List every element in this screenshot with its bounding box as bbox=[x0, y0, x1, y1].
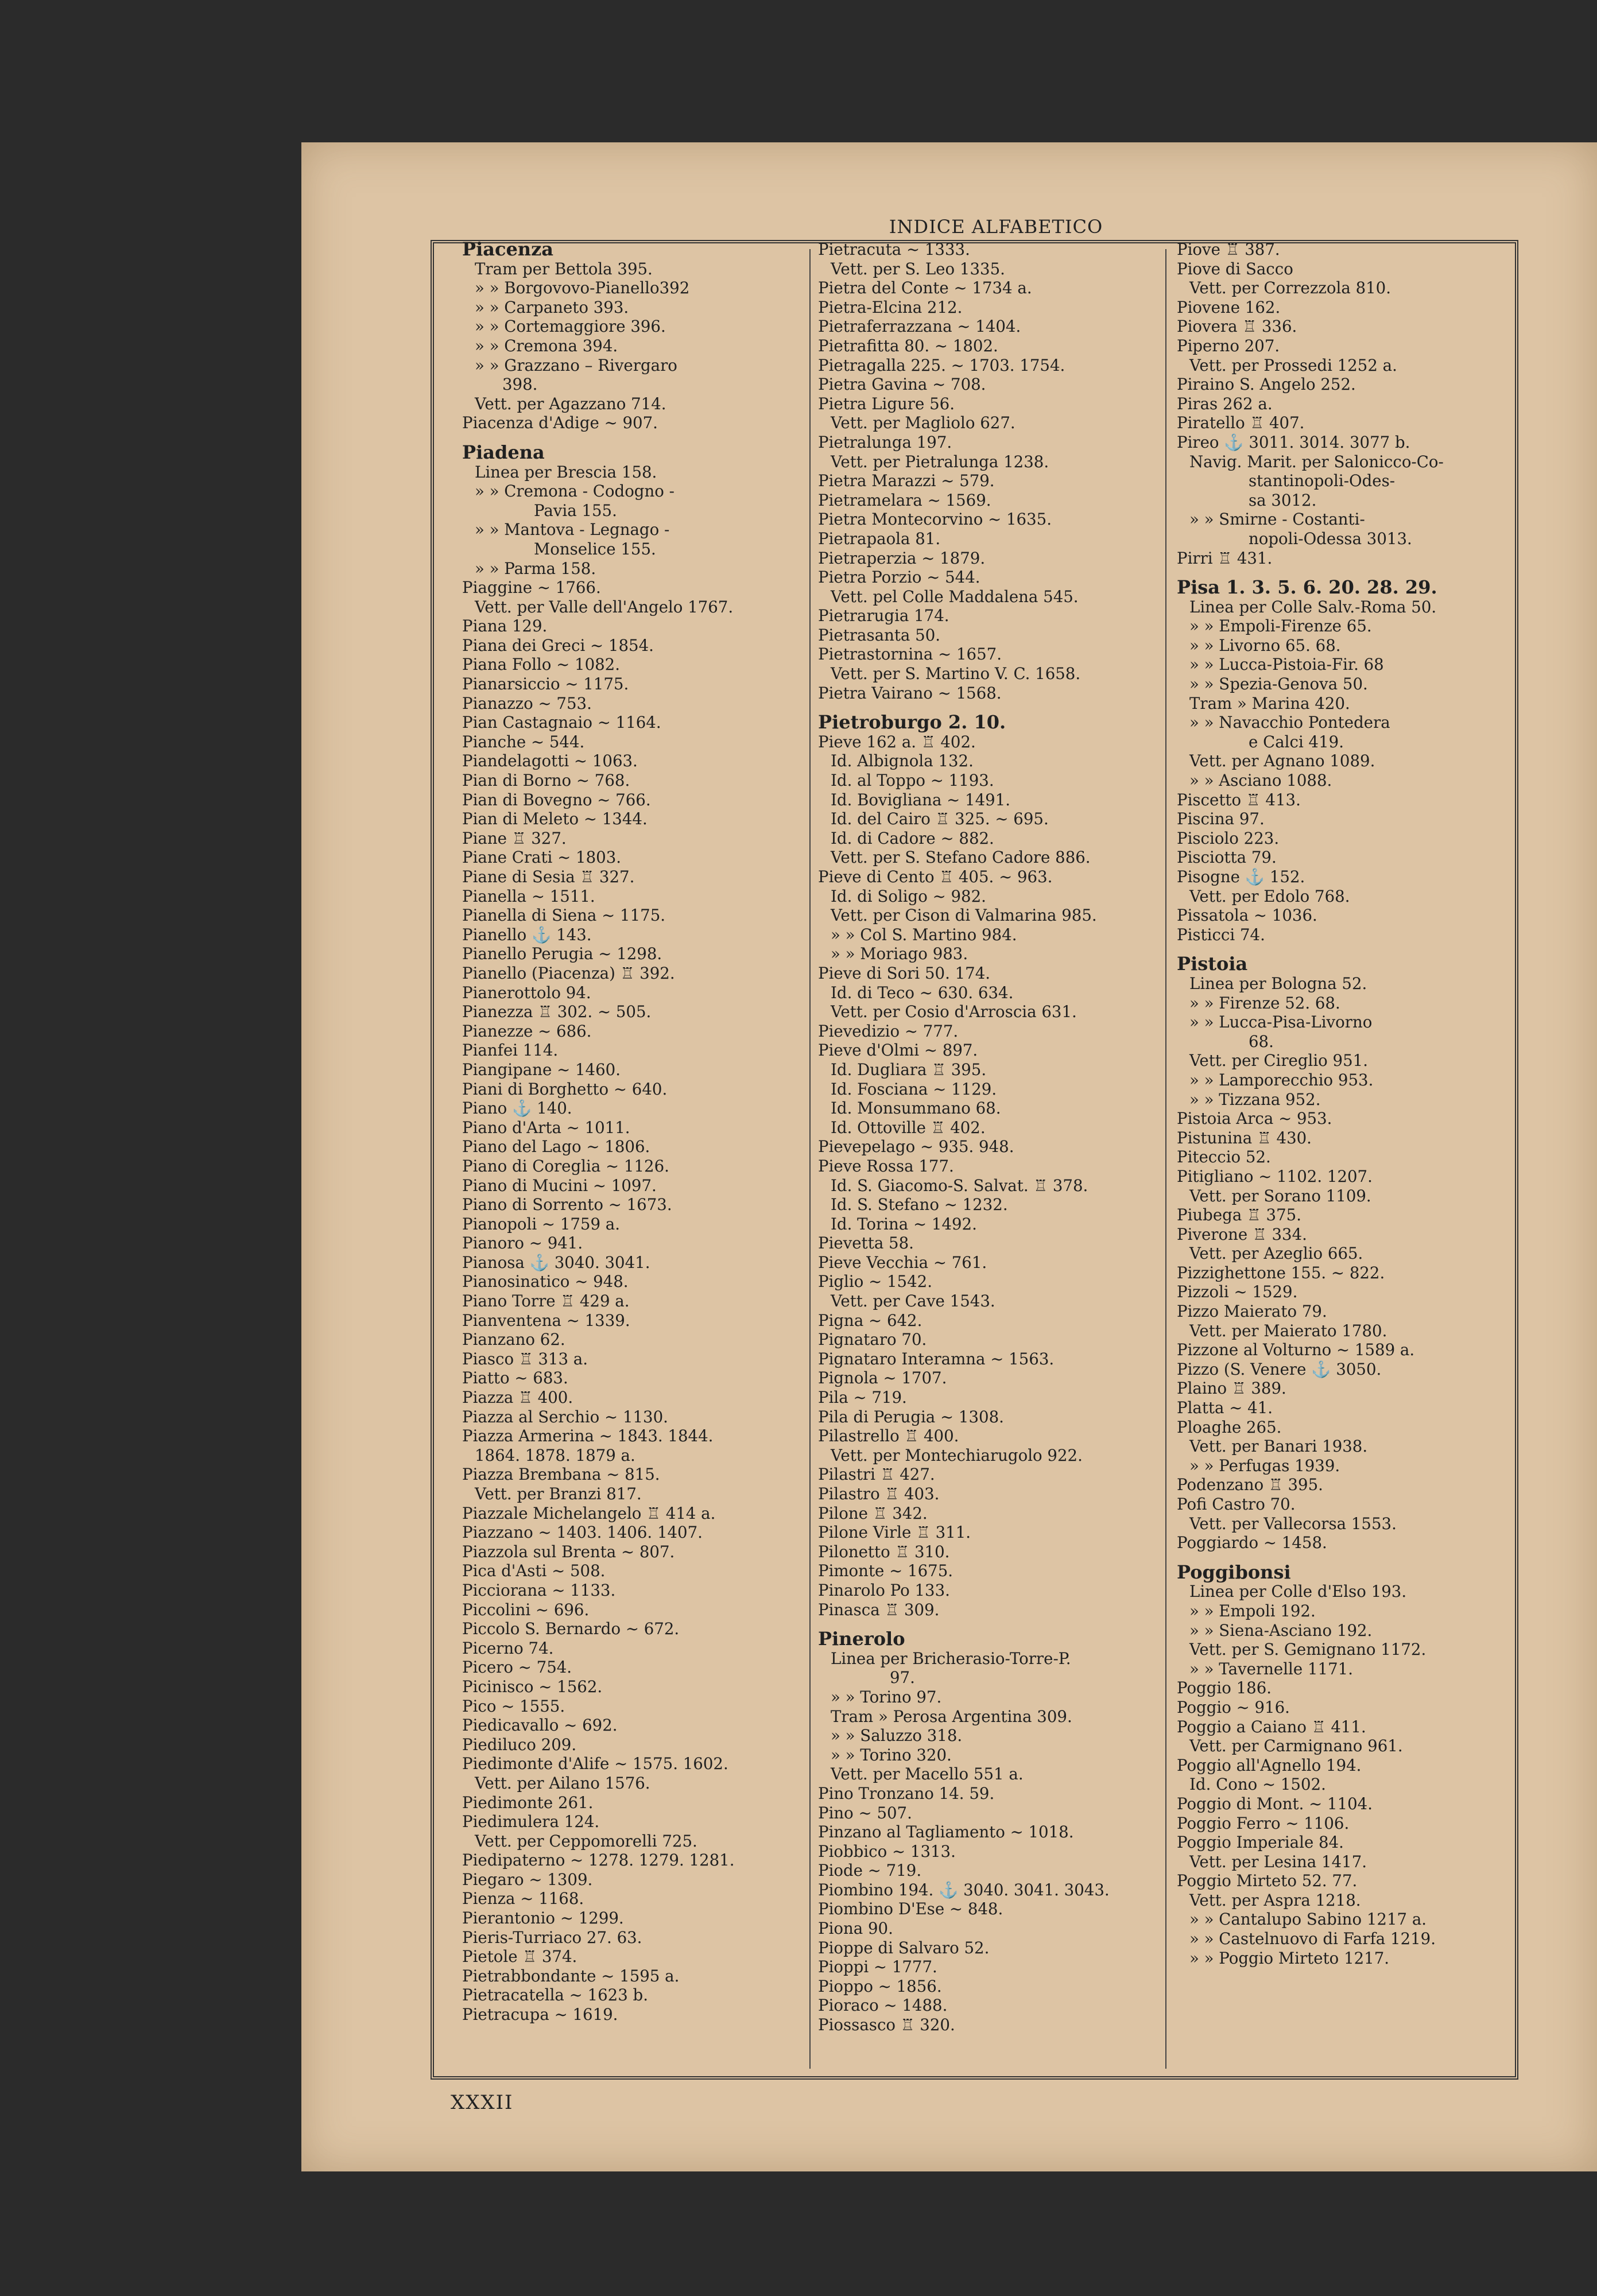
index-entry: Pianello ⚓ 143. bbox=[462, 925, 592, 944]
index-entry: » » Navacchio Pontedera bbox=[1189, 713, 1390, 732]
index-entry: Pienza ~ 1168. bbox=[462, 1889, 584, 1909]
index-entry: Pavia 155. bbox=[534, 501, 617, 520]
index-entry: Vett. per Ailano 1576. bbox=[475, 1773, 650, 1793]
index-entry: Pica d'Asti ~ 508. bbox=[462, 1561, 606, 1581]
index-entry: Pianezza ♖ 302. ~ 505. bbox=[462, 1002, 652, 1022]
index-entry: » » Lucca-Pisa-Livorno bbox=[1189, 1013, 1373, 1032]
index-entry: Monselice 155. bbox=[534, 539, 656, 559]
index-entry: Poggio di Mont. ~ 1104. bbox=[1177, 1794, 1373, 1813]
index-entry: Pignola ~ 1707. bbox=[818, 1368, 947, 1388]
index-entry: Vett. per Valle dell'Angelo 1767. bbox=[475, 597, 734, 616]
index-entry: Pisciotta 79. bbox=[1177, 848, 1277, 867]
index-entry: Pian di Borno ~ 768. bbox=[462, 771, 630, 790]
index-entry: Piscetto ♖ 413. bbox=[1177, 790, 1301, 809]
index-entry: Piano Torre ♖ 429 a. bbox=[462, 1292, 630, 1311]
index-entry: Pianazzo ~ 753. bbox=[462, 693, 592, 713]
index-entry: Vett. per Correzzola 810. bbox=[1189, 278, 1391, 298]
index-entry: Pianella di Siena ~ 1175. bbox=[462, 906, 666, 925]
index-entry: Podenzano ♖ 395. bbox=[1177, 1475, 1323, 1495]
index-entry: stantinopoli-Odes- bbox=[1249, 471, 1396, 491]
index-entry: Pioppe di Salvaro 52. bbox=[818, 1938, 990, 1957]
index-entry: » » Asciano 1088. bbox=[1189, 771, 1332, 790]
index-entry: Pieve 162 a. ♖ 402. bbox=[818, 732, 976, 751]
index-entry: Pizzo (S. Venere ⚓ 3050. bbox=[1177, 1359, 1382, 1379]
index-entry: Tram per Bettola 395. bbox=[475, 259, 653, 278]
index-entry: Pilone ♖ 342. bbox=[818, 1503, 928, 1523]
index-entry: Pianopoli ~ 1759 a. bbox=[462, 1214, 621, 1234]
index-entry: Piazza Brembana ~ 815. bbox=[462, 1465, 660, 1484]
index-entry: Piccolo S. Bernardo ~ 672. bbox=[462, 1619, 680, 1639]
index-entry: Pietra del Conte ~ 1734 a. bbox=[818, 278, 1032, 298]
index-entry: » » Cantalupo Sabino 1217 a. bbox=[1189, 1910, 1427, 1929]
index-entry: Piubega ♖ 375. bbox=[1177, 1205, 1301, 1225]
index-heading: Pinerolo bbox=[818, 1628, 905, 1650]
index-entry: Linea per Colle Salv.-Roma 50. bbox=[1189, 597, 1437, 616]
index-entry: Piona 90. bbox=[818, 1919, 893, 1938]
index-column-1 bbox=[462, 240, 807, 2071]
index-entry: Piani di Borghetto ~ 640. bbox=[462, 1079, 668, 1099]
index-entry: Piedimonte 261. bbox=[462, 1793, 594, 1812]
index-entry: Vett. per S. Gemignano 1172. bbox=[1189, 1640, 1427, 1659]
index-entry: Id. Fosciana ~ 1129. bbox=[831, 1079, 997, 1099]
index-entry: Poggiardo ~ 1458. bbox=[1177, 1533, 1327, 1553]
index-entry: Vett. per S. Leo 1335. bbox=[831, 259, 1005, 278]
index-entry: Id. di Teco ~ 630. 634. bbox=[831, 983, 1014, 1002]
index-entry: Piove di Sacco bbox=[1177, 259, 1293, 278]
index-entry: Poggio Ferro ~ 1106. bbox=[1177, 1813, 1350, 1833]
index-entry: Piano di Mucini ~ 1097. bbox=[462, 1176, 657, 1195]
index-entry: Pianfei 114. bbox=[462, 1041, 559, 1060]
index-entry: Pietraperzia ~ 1879. bbox=[818, 548, 986, 568]
index-entry: Pian Castagnaio ~ 1164. bbox=[462, 713, 661, 732]
index-entry: Piedimonte d'Alife ~ 1575. 1602. bbox=[462, 1754, 728, 1774]
index-entry: Navig. Marit. per Salonicco-Co- bbox=[1189, 452, 1444, 471]
index-entry: » » Spezia-Genova 50. bbox=[1189, 674, 1368, 694]
index-entry: Piobbico ~ 1313. bbox=[818, 1841, 956, 1861]
index-entry: » » Empoli 192. bbox=[1189, 1601, 1316, 1620]
index-entry: Piombino 194. ⚓ 3040. 3041. 3043. bbox=[818, 1880, 1110, 1899]
index-entry: Piana dei Greci ~ 1854. bbox=[462, 635, 654, 655]
index-entry: Vett. per Cave 1543. bbox=[831, 1292, 995, 1311]
index-entry: Id. S. Giacomo-S. Salvat. ♖ 378. bbox=[831, 1176, 1088, 1195]
index-entry: Pietracupa ~ 1619. bbox=[462, 2005, 618, 2024]
index-heading: Pistoia bbox=[1177, 953, 1248, 975]
column-divider bbox=[809, 249, 811, 2069]
index-entry: Pietra Marazzi ~ 579. bbox=[818, 471, 995, 491]
index-entry: 68. bbox=[1249, 1031, 1274, 1051]
index-entry: Vett. per Branzi 817. bbox=[475, 1484, 642, 1503]
index-entry: Pieve di Cento ♖ 405. ~ 963. bbox=[818, 867, 1053, 886]
index-entry: Pietrafitta 80. ~ 1802. bbox=[818, 336, 998, 355]
index-entry: Pignataro Interamna ~ 1563. bbox=[818, 1349, 1055, 1368]
index-entry: Piano d'Arta ~ 1011. bbox=[462, 1118, 630, 1137]
index-entry: Piovera ♖ 336. bbox=[1177, 317, 1297, 336]
index-entry: Pianzano 62. bbox=[462, 1330, 565, 1349]
index-entry: Pofi Castro 70. bbox=[1177, 1495, 1296, 1514]
index-entry: Pinasca ♖ 309. bbox=[818, 1600, 940, 1619]
index-entry: Pilastrello ♖ 400. bbox=[818, 1426, 959, 1446]
index-entry: Piraino S. Angelo 252. bbox=[1177, 375, 1356, 394]
index-entry: Piano del Lago ~ 1806. bbox=[462, 1137, 650, 1157]
index-entry: Piediluco 209. bbox=[462, 1735, 577, 1754]
index-entry: Picero ~ 754. bbox=[462, 1658, 572, 1677]
index-entry: Id. del Cairo ♖ 325. ~ 695. bbox=[831, 809, 1049, 829]
index-entry: Pilone Virle ♖ 311. bbox=[818, 1523, 971, 1542]
index-entry: Piana 129. bbox=[462, 616, 548, 636]
index-entry: Vett. per Pietralunga 1238. bbox=[831, 452, 1049, 471]
index-entry: Pizzo Maierato 79. bbox=[1177, 1302, 1327, 1321]
index-entry: Piazza ♖ 400. bbox=[462, 1388, 573, 1407]
page-header: INDICE ALFABETICO bbox=[889, 216, 1103, 238]
index-entry: Id. Monsummano 68. bbox=[831, 1099, 1001, 1118]
index-entry: Picinisco ~ 1562. bbox=[462, 1677, 603, 1696]
index-entry: Pieris-Turriaco 27. 63. bbox=[462, 1927, 642, 1947]
index-entry: Pietra Montecorvino ~ 1635. bbox=[818, 510, 1052, 529]
index-entry: Pisticci 74. bbox=[1177, 925, 1265, 944]
index-entry: Vett. per Cireglio 951. bbox=[1189, 1051, 1368, 1071]
index-entry: Pietralunga 197. bbox=[818, 432, 952, 452]
index-entry: Vett. per Prossedi 1252 a. bbox=[1189, 355, 1397, 375]
index-entry: Piglio ~ 1542. bbox=[818, 1272, 932, 1292]
index-entry: Pino ~ 507. bbox=[818, 1803, 912, 1822]
index-entry: Vett. per S. Stefano Cadore 886. bbox=[831, 848, 1091, 867]
index-entry: Picerno 74. bbox=[462, 1638, 554, 1658]
index-entry: Pianerottolo 94. bbox=[462, 983, 591, 1002]
index-entry: Tram » Marina 420. bbox=[1189, 693, 1350, 713]
index-entry: Pietra Ligure 56. bbox=[818, 394, 955, 413]
index-entry: Pianosinatico ~ 948. bbox=[462, 1272, 629, 1292]
index-entry: Piedipaterno ~ 1278. 1279. 1281. bbox=[462, 1851, 735, 1870]
index-entry: Pianche ~ 544. bbox=[462, 732, 585, 751]
index-entry: Pietrasanta 50. bbox=[818, 625, 941, 645]
index-entry: Pilonetto ♖ 310. bbox=[818, 1542, 950, 1561]
index-entry: Pinarolo Po 133. bbox=[818, 1580, 950, 1600]
index-entry: Id. Ottoville ♖ 402. bbox=[831, 1118, 986, 1137]
index-entry: Pistoia Arca ~ 953. bbox=[1177, 1109, 1332, 1128]
index-entry: » » Cremona 394. bbox=[475, 336, 618, 355]
index-entry: Vett. per Macello 551 a. bbox=[831, 1764, 1024, 1784]
index-entry: Pianello Perugia ~ 1298. bbox=[462, 944, 662, 964]
index-entry: » » Tavernelle 1171. bbox=[1189, 1659, 1353, 1678]
index-entry: Pievetta 58. bbox=[818, 1234, 914, 1253]
index-entry: Piazza Armerina ~ 1843. 1844. bbox=[462, 1426, 714, 1446]
index-entry: Pietra Gavina ~ 708. bbox=[818, 375, 986, 394]
index-entry: Pizzighettone 155. ~ 822. bbox=[1177, 1263, 1385, 1282]
index-entry: Id. Cono ~ 1502. bbox=[1189, 1775, 1326, 1794]
index-entry: Pieve d'Olmi ~ 897. bbox=[818, 1041, 978, 1060]
index-entry: » » Torino 97. bbox=[831, 1687, 942, 1707]
index-entry: Vett. per Cosio d'Arroscia 631. bbox=[831, 1002, 1077, 1022]
index-entry: 1864. 1878. 1879 a. bbox=[475, 1445, 635, 1465]
index-entry: Pissatola ~ 1036. bbox=[1177, 906, 1317, 925]
index-entry: Piazzola sul Brenta ~ 807. bbox=[462, 1542, 675, 1561]
book-page bbox=[301, 142, 1597, 2171]
index-entry: Pieve di Sori 50. 174. bbox=[818, 963, 991, 983]
index-entry: Piscina 97. bbox=[1177, 809, 1265, 829]
index-entry: Vett. pel Colle Maddalena 545. bbox=[831, 587, 1079, 606]
index-entry: Vett. per Vallecorsa 1553. bbox=[1189, 1514, 1397, 1533]
index-entry: » » Empoli-Firenze 65. bbox=[1189, 616, 1372, 636]
index-entry: Vett. per Maierato 1780. bbox=[1189, 1321, 1387, 1340]
index-entry: Tram » Perosa Argentina 309. bbox=[831, 1707, 1072, 1726]
index-entry: Pietrabbondante ~ 1595 a. bbox=[462, 1966, 680, 1985]
index-entry: Pianella ~ 1511. bbox=[462, 886, 595, 906]
index-entry: Piano ⚓ 140. bbox=[462, 1099, 572, 1118]
index-entry: Linea per Brescia 158. bbox=[475, 462, 657, 482]
index-entry: Pietra Vairano ~ 1568. bbox=[818, 683, 1002, 703]
index-entry: Id. Torina ~ 1492. bbox=[831, 1214, 977, 1234]
index-heading: Pietroburgo 2. 10. bbox=[818, 711, 1006, 734]
index-entry: Vett. per Banari 1938. bbox=[1189, 1437, 1368, 1456]
index-entry: Id. di Cadore ~ 882. bbox=[831, 828, 994, 848]
index-entry: Pieve Rossa 177. bbox=[818, 1156, 954, 1176]
index-entry: Pietracatella ~ 1623 b. bbox=[462, 1985, 648, 2005]
index-entry: 97. bbox=[890, 1668, 915, 1688]
index-entry: Pievepelago ~ 935. 948. bbox=[818, 1137, 1014, 1157]
index-entry: Piedimulera 124. bbox=[462, 1812, 600, 1832]
index-entry: » » Lamporecchio 953. bbox=[1189, 1070, 1374, 1089]
index-entry: Piane di Sesia ♖ 327. bbox=[462, 867, 635, 886]
index-entry: Pimonte ~ 1675. bbox=[818, 1561, 953, 1581]
index-entry: Vett. per Agazzano 714. bbox=[475, 394, 666, 413]
index-entry: Vett. per Azeglio 665. bbox=[1189, 1244, 1363, 1263]
index-entry: Piaggine ~ 1766. bbox=[462, 578, 601, 598]
index-entry: e Calci 419. bbox=[1249, 732, 1344, 751]
index-entry: » » Siena-Asciano 192. bbox=[1189, 1620, 1373, 1640]
index-entry: Pireo ⚓ 3011. 3014. 3077 b. bbox=[1177, 432, 1410, 452]
index-entry: Pila ~ 719. bbox=[818, 1388, 907, 1407]
index-entry: Id. Dugliara ♖ 395. bbox=[831, 1060, 987, 1079]
index-entry: Vett. per Ceppomorelli 725. bbox=[475, 1831, 697, 1851]
index-heading: Pisa 1. 3. 5. 6. 20. 28. 29. bbox=[1177, 576, 1437, 599]
index-heading: Piacenza bbox=[462, 240, 553, 260]
index-entry: Pierantonio ~ 1299. bbox=[462, 1909, 624, 1928]
index-entry: Vett. per Aspra 1218. bbox=[1189, 1890, 1361, 1910]
index-entry: Piteccio 52. bbox=[1177, 1147, 1271, 1167]
index-entry: Pian di Meleto ~ 1344. bbox=[462, 809, 648, 829]
index-entry: Pila di Perugia ~ 1308. bbox=[818, 1407, 1004, 1426]
index-entry: Platta ~ 41. bbox=[1177, 1398, 1273, 1418]
index-heading: Piadena bbox=[462, 441, 545, 463]
index-entry: » » Cortemaggiore 396. bbox=[475, 317, 666, 336]
index-entry: Pietrastornina ~ 1657. bbox=[818, 645, 1002, 664]
index-entry: » » Torino 320. bbox=[831, 1745, 952, 1764]
index-entry: Pino Tronzano 14. 59. bbox=[818, 1783, 995, 1803]
index-entry: Piode ~ 719. bbox=[818, 1861, 922, 1880]
index-entry: Piandelagotti ~ 1063. bbox=[462, 751, 638, 771]
index-entry: Pianoro ~ 941. bbox=[462, 1234, 583, 1253]
index-entry: Vett. per Sorano 1109. bbox=[1189, 1186, 1371, 1205]
index-entry: Piana Follo ~ 1082. bbox=[462, 655, 621, 674]
index-entry: Pioppi ~ 1777. bbox=[818, 1957, 937, 1977]
index-entry: Pietra-Elcina 212. bbox=[818, 297, 963, 317]
index-entry: » » Lucca-Pistoia-Fir. 68 bbox=[1189, 655, 1384, 674]
index-column-3 bbox=[1177, 240, 1521, 2071]
index-entry: Ploaghe 265. bbox=[1177, 1417, 1282, 1437]
index-entry: Vett. per Montechiarugolo 922. bbox=[831, 1445, 1083, 1465]
index-entry: Piperno 207. bbox=[1177, 336, 1280, 355]
index-entry: Pietra Porzio ~ 544. bbox=[818, 568, 980, 587]
index-entry: Pigna ~ 642. bbox=[818, 1310, 922, 1330]
index-entry: » » Grazzano – Rivergaro bbox=[475, 355, 677, 375]
index-entry: Piano di Coreglia ~ 1126. bbox=[462, 1156, 669, 1176]
index-entry: Picciorana ~ 1133. bbox=[462, 1580, 616, 1600]
index-entry: Pizzone al Volturno ~ 1589 a. bbox=[1177, 1340, 1415, 1360]
index-entry: Piacenza d'Adige ~ 907. bbox=[462, 413, 658, 433]
index-entry: Piombino D'Ese ~ 848. bbox=[818, 1899, 1003, 1919]
index-entry: Linea per Bologna 52. bbox=[1189, 974, 1367, 993]
index-entry: Vett. per Edolo 768. bbox=[1189, 886, 1350, 906]
index-entry: » » Mantova - Legnago - bbox=[475, 520, 670, 540]
index-entry: » » Castelnuovo di Farfa 1219. bbox=[1189, 1929, 1436, 1949]
index-entry: Poggio Mirteto 52. 77. bbox=[1177, 1871, 1358, 1891]
index-entry: sa 3012. bbox=[1249, 490, 1317, 510]
index-entry: Pietraferrazzana ~ 1404. bbox=[818, 317, 1021, 336]
index-entry: » » Poggio Mirteto 1217. bbox=[1189, 1948, 1390, 1968]
index-column-2 bbox=[818, 240, 1162, 2071]
index-heading: Poggibonsi bbox=[1177, 1561, 1291, 1583]
index-entry: Linea per Colle d'Elso 193. bbox=[1189, 1582, 1407, 1601]
index-entry: Piras 262 a. bbox=[1177, 394, 1273, 413]
index-entry: Piasco ♖ 313 a. bbox=[462, 1349, 588, 1368]
index-entry: Piratello ♖ 407. bbox=[1177, 413, 1305, 433]
page-number: XXXII bbox=[451, 2091, 514, 2114]
index-entry: » » Tizzana 952. bbox=[1189, 1089, 1321, 1109]
index-entry: 398. bbox=[502, 375, 538, 394]
index-entry: Piane Crati ~ 1803. bbox=[462, 848, 622, 867]
index-entry: Piedicavallo ~ 692. bbox=[462, 1716, 618, 1735]
index-entry: » » Borgovovo-Pianello392 bbox=[475, 278, 690, 298]
index-entry: Poggio Imperiale 84. bbox=[1177, 1833, 1344, 1852]
index-entry: Piverone ♖ 334. bbox=[1177, 1224, 1307, 1244]
index-entry: Pianezze ~ 686. bbox=[462, 1021, 592, 1041]
index-entry: Poggio 186. bbox=[1177, 1678, 1272, 1698]
index-entry: Piove ♖ 387. bbox=[1177, 240, 1280, 259]
index-entry: Poggio ~ 916. bbox=[1177, 1697, 1290, 1717]
index-entry: » » Col S. Martino 984. bbox=[831, 925, 1017, 944]
index-entry: Piatto ~ 683. bbox=[462, 1368, 568, 1388]
index-entry: Pioppo ~ 1856. bbox=[818, 1976, 942, 1996]
index-entry: Piane ♖ 327. bbox=[462, 828, 567, 848]
index-entry: Piovene 162. bbox=[1177, 297, 1281, 317]
index-entry: nopoli-Odessa 3013. bbox=[1249, 529, 1412, 548]
index-entry: Poggio a Caiano ♖ 411. bbox=[1177, 1717, 1366, 1736]
index-entry: Pievedizio ~ 777. bbox=[818, 1021, 959, 1041]
index-entry: Pitigliano ~ 1102. 1207. bbox=[1177, 1166, 1373, 1186]
index-entry: Linea per Bricherasio-Torre-P. bbox=[831, 1649, 1071, 1668]
index-entry: Pian di Bovegno ~ 766. bbox=[462, 790, 651, 809]
index-entry: Piazzale Michelangelo ♖ 414 a. bbox=[462, 1503, 716, 1523]
index-entry: Id. di Soligo ~ 982. bbox=[831, 886, 986, 906]
index-entry: Pizzoli ~ 1529. bbox=[1177, 1282, 1298, 1302]
index-entry: Piccolini ~ 696. bbox=[462, 1600, 590, 1619]
index-entry: » » Saluzzo 318. bbox=[831, 1726, 963, 1746]
index-entry: Pietrarugia 174. bbox=[818, 606, 949, 626]
index-entry: Pioraco ~ 1488. bbox=[818, 1996, 948, 2015]
index-entry: Pilastro ♖ 403. bbox=[818, 1484, 940, 1503]
index-entry: Pianarsiccio ~ 1175. bbox=[462, 674, 629, 694]
index-entry: Id. Albignola 132. bbox=[831, 751, 974, 771]
index-entry: Pietracuta ~ 1333. bbox=[818, 240, 970, 259]
index-entry: Plaino ♖ 389. bbox=[1177, 1379, 1286, 1398]
index-entry: Vett. per Cison di Valmarina 985. bbox=[831, 906, 1097, 925]
index-entry: Pinzano al Tagliamento ~ 1018. bbox=[818, 1822, 1074, 1842]
index-entry: Vett. per Agnano 1089. bbox=[1189, 751, 1375, 771]
index-entry: Id. al Toppo ~ 1193. bbox=[831, 771, 994, 790]
index-entry: » » Smirne - Costanti- bbox=[1189, 510, 1365, 529]
index-entry: Pietrapaola 81. bbox=[818, 529, 941, 548]
index-entry: » » Firenze 52. 68. bbox=[1189, 993, 1340, 1013]
index-entry: Piegaro ~ 1309. bbox=[462, 1870, 593, 1889]
index-entry: Pisciolo 223. bbox=[1177, 828, 1280, 848]
index-entry: Vett. per Lesina 1417. bbox=[1189, 1852, 1367, 1871]
index-entry: » » Moriago 983. bbox=[831, 944, 968, 964]
index-entry: Pirri ♖ 431. bbox=[1177, 548, 1273, 568]
index-entry: » » Carpaneto 393. bbox=[475, 297, 629, 317]
index-entry: Vett. per Carmignano 961. bbox=[1189, 1736, 1403, 1756]
index-entry: » » Cremona - Codogno - bbox=[475, 482, 675, 501]
index-entry: Pianosa ⚓ 3040. 3041. bbox=[462, 1252, 650, 1272]
index-entry: » » Parma 158. bbox=[475, 559, 596, 578]
index-entry: Pico ~ 1555. bbox=[462, 1696, 565, 1716]
index-entry: Pianello (Piacenza) ♖ 392. bbox=[462, 963, 675, 983]
index-entry: Id. S. Stefano ~ 1232. bbox=[831, 1195, 1008, 1215]
index-entry: Pignataro 70. bbox=[818, 1330, 927, 1349]
index-entry: Pianventena ~ 1339. bbox=[462, 1310, 630, 1330]
index-entry: Pietragalla 225. ~ 1703. 1754. bbox=[818, 355, 1065, 375]
index-entry: Piangipane ~ 1460. bbox=[462, 1060, 621, 1079]
index-entry: » » Perfugas 1939. bbox=[1189, 1456, 1340, 1475]
index-entry: » » Livorno 65. 68. bbox=[1189, 635, 1341, 655]
index-entry: Pietramelara ~ 1569. bbox=[818, 490, 991, 510]
column-divider bbox=[1165, 249, 1166, 2069]
index-entry: Poggio all'Agnello 194. bbox=[1177, 1755, 1362, 1775]
index-entry: Piossasco ♖ 320. bbox=[818, 2015, 955, 2035]
index-entry: Piazza al Serchio ~ 1130. bbox=[462, 1407, 668, 1426]
index-entry: Pieve Vecchia ~ 761. bbox=[818, 1252, 987, 1272]
index-entry: Piano di Sorrento ~ 1673. bbox=[462, 1195, 672, 1215]
index-entry: Piazzano ~ 1403. 1406. 1407. bbox=[462, 1523, 703, 1542]
index-entry: Vett. per S. Martino V. C. 1658. bbox=[831, 664, 1081, 684]
index-entry: Pietole ♖ 374. bbox=[462, 1947, 577, 1967]
index-entry: Id. Bovigliana ~ 1491. bbox=[831, 790, 1011, 809]
index-entry: Pistunina ♖ 430. bbox=[1177, 1128, 1312, 1147]
index-entry: Pisogne ⚓ 152. bbox=[1177, 867, 1305, 886]
index-entry: Pilastri ♖ 427. bbox=[818, 1465, 935, 1484]
index-entry: Vett. per Magliolo 627. bbox=[831, 413, 1015, 433]
